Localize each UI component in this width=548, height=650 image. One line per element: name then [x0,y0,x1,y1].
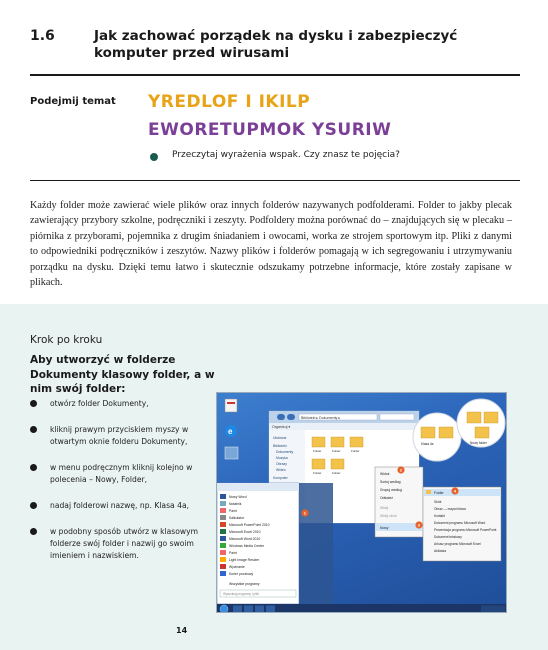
start-button-icon[interactable] [220,605,228,613]
submenu-item[interactable]: Prezentacja programu Microsoft PowerPoint [434,528,497,532]
start-item[interactable]: Paint [229,551,237,555]
organize-menu[interactable]: Organizuj ▾ [272,425,291,429]
svg-text:Folder: Folder [313,471,322,475]
start-menu [217,483,333,604]
screenshot-illustration [217,393,507,613]
topic-question: Przeczytaj wyrażenia wspak. Czy znasz te pojęcia? [172,150,400,160]
start-item[interactable]: Light Image Resizer [229,558,260,562]
bullet-icon [30,400,37,407]
start-item[interactable]: Windows Media Center [229,544,265,548]
nav-item[interactable]: Dokumenty [276,450,294,454]
taskbar [217,604,507,613]
start-item[interactable]: Microsoft PowerPoint 2010 [229,523,270,527]
context-menu-item[interactable]: Wklej [380,506,389,510]
step-heading: Aby utworzyć w folderze Dokumenty klasowy folder, a w nim swój folder: [30,354,215,395]
anagram-computer-viruses: EWORETUPMOK YSURIW [148,120,392,140]
step-item: w podobny sposób utwórz w klasowym folderze swój folder i nazwij go swoim imieniem i nazwiskiem. [30,526,210,562]
svg-text:Folder: Folder [332,471,341,475]
nav-item[interactable]: Wideo [276,468,286,472]
svg-text:2: 2 [399,467,403,473]
context-menu-item[interactable]: Odśwież [380,496,394,500]
step-item: w menu podręcznym kliknij kolejno w polecenia – Nowy, Folder, [30,462,210,486]
bullet-icon [30,426,37,433]
intro-paragraph: Każdy folder może zawierać wiele plików oraz innych folderów nazywanych podfolderami. Folder to jakby plecak zawierający przybory szkolne, podręczniki i zeszyty. Podfoldery można porównać do – znajdujących się w plecaku – piórnika z przyborami, pojemnika z drugim śniadaniem i owocami, worka ze strojem sportowym itp. Pliki z danymi to odpowiedniki podręczników i zeszytów. Nazwy plików i folderów pomagają w ich segregowaniu i utrzymywaniu porządku na dysku. Dzięki temu łatwo i skutecznie odszukamy potrzebne informacje, które zostały zapisane w plikach. [30,200,512,289]
submenu-item[interactable]: Aktówka [434,549,447,553]
zoom-label: Klasa 4a [421,442,434,446]
step-item: otwórz folder Dokumenty, [30,398,210,410]
svg-text:3: 3 [417,522,421,528]
svg-text:Folder: Folder [313,449,322,453]
start-item[interactable]: Wycinanie [229,565,245,569]
step-list [30,398,210,562]
nav-item[interactable]: Ulubione [273,436,287,440]
start-item[interactable]: Notatnik [229,502,242,506]
submenu-item[interactable]: Skrót [434,500,442,504]
topic-label: Podejmij temat [30,96,116,107]
start-item[interactable]: Kalkulator [229,516,245,520]
context-menu-item[interactable]: Wklej skrót [380,514,397,518]
svg-text:1: 1 [303,510,307,516]
all-programs-link[interactable]: Wszystkie programy [229,582,260,586]
bullet-icon [150,153,158,161]
context-menu-item-new[interactable]: Nowy [380,526,389,530]
step-item: kliknij prawym przyciskiem myszy w otwartym oknie folderu Dokumenty, [30,424,210,448]
start-item[interactable]: Microsoft Excel 2010 [229,530,261,534]
svg-text:e: e [228,427,233,436]
step-by-step-label: Krok po kroku [30,334,103,346]
nav-item[interactable]: Komputer [273,476,288,480]
context-menu-item[interactable]: Widok [380,472,390,476]
zoom-callouts [413,399,505,461]
section-number: 1.6 [30,28,55,44]
section-header [30,24,520,76]
start-item[interactable]: Kurier pocztowy [229,572,254,576]
windows-explorer-screenshot [216,392,507,613]
svg-text:4: 4 [453,488,457,494]
start-item[interactable]: Microsoft Word 2010 [229,537,261,541]
start-search-input[interactable]: Wyszukaj programy i pliki [223,592,259,596]
context-menu-item[interactable]: Grupuj według [380,488,402,492]
submenu-item[interactable]: Dokument tekstowy [434,535,462,539]
zoom-label: Nowy folder [470,441,487,445]
bullet-icon [30,464,37,471]
submenu-item[interactable]: Dokument programu Microsoft Word [434,521,486,525]
submenu-item-folder[interactable]: Folder [434,491,444,495]
new-submenu [423,487,501,561]
svg-text:Folder: Folder [351,449,360,453]
divider [30,180,520,181]
bullet-icon [30,528,37,535]
context-menu-item[interactable]: Sortuj według [380,480,401,484]
step-item: nadaj folderowi nazwę, np. Klasa 4a, [30,500,210,512]
svg-text:Folder: Folder [332,449,341,453]
nav-item[interactable]: Obrazy [276,462,287,466]
start-item[interactable]: Nowy Word [229,495,247,499]
section-title: Jak zachować porządek na dysku i zabezpieczyć komputer przed wirusami [94,28,458,61]
desktop-icons [225,399,238,459]
submenu-item[interactable]: Obraz — mapa bitowa [434,507,466,511]
submenu-item[interactable]: Kontakt [434,514,445,518]
page-number: 14 [176,626,188,635]
anagram-folders-files: YREDLOF I IKILP [148,92,311,112]
start-item[interactable]: Paint [229,509,237,513]
submenu-item[interactable]: Arkusz programu Microsoft Excel [434,542,481,546]
nav-item[interactable]: Muzyka [276,456,288,460]
bullet-icon [30,502,37,509]
address-bar[interactable]: Biblioteki ▸ Dokumenty ▸ [301,416,341,420]
nav-item[interactable]: Biblioteki [273,444,287,448]
